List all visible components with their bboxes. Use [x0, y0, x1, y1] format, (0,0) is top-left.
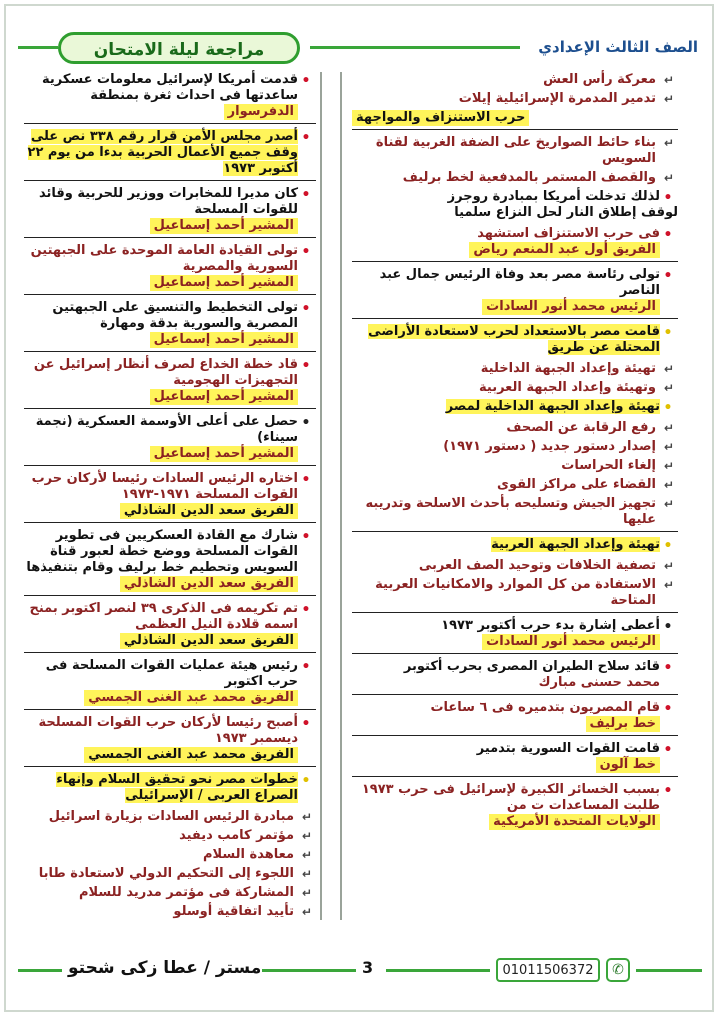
list-item: ↵ إلغاء الحراسات: [561, 458, 674, 473]
grade-label: الصف الثالث الإعدادي: [538, 38, 698, 56]
bullet-icon: •: [663, 325, 673, 341]
arrow-icon: ↵: [301, 829, 312, 843]
qa-item: • تولى القيادة العامة الموحدة على الجبهتين السورية والمصرية المشير أحمد إسماعيل: [24, 243, 316, 295]
arrow-icon: ↵: [663, 421, 674, 435]
arrow-icon: ↵: [663, 497, 674, 511]
qa-item: • قائد سلاح الطيران المصرى بحرب أكتوبر محمد حسنى مبارك: [352, 659, 678, 695]
list-item: ↵ اللجوء إلى التحكيم الدولي لاستعادة طابا: [38, 866, 312, 881]
list-item: ↵ وتهيئة وإعداد الجبهة العربية: [479, 380, 674, 395]
list-item: ↵ القضاء على مراكز القوى: [497, 477, 674, 492]
bullet-icon: •: [301, 773, 311, 789]
qa-item: • بسبب الخسائر الكبيرة لإسرائيل فى حرب ١٩٧٣ طلبت المساعدات ت من الولايات المتحدة الأمريكية: [352, 782, 678, 830]
list-item: ↵ تصفية الخلافات وتوحيد الصف العربى: [418, 558, 674, 573]
phone-number: 01011506372: [496, 958, 600, 982]
page-title: مراجعة ليلة الامتحان: [58, 32, 300, 64]
qa-item: • قاد خطة الخداع لصرف أنظار إسرائيل عن التجهيزات الهجومية المشير أحمد إسماعيل: [24, 357, 316, 409]
list-item: ↵ المشاركة فى مؤتمر مدريد للسلام: [79, 885, 312, 900]
bullet-icon: •: [663, 619, 673, 635]
header-divider: [310, 46, 520, 49]
arrow-icon: ↵: [663, 559, 674, 573]
bullet-icon: •: [663, 190, 673, 206]
qa-item: • حصل على أعلى الأوسمة العسكرية (نجمة سيناء) المشير أحمد إسماعيل: [24, 414, 316, 466]
footer-divider: [18, 969, 62, 972]
bullet-icon: •: [301, 73, 311, 89]
list-item: حرب الاستنزاف والمواجهة: [352, 110, 678, 130]
arrow-icon: ↵: [301, 886, 312, 900]
bullet-icon: •: [301, 529, 311, 545]
author-name: مستر / عطا زكى شحتو: [68, 958, 262, 978]
bullet-icon: •: [663, 538, 673, 554]
qa-item: • شارك مع القادة العسكريين فى تطوير القوات المسلحة ووضع خطة لعبور قناة السويس وتحطيم خط برليف وقام بتنفيذها الفريق سعد الدين الشاذلي: [24, 528, 316, 596]
arrow-icon: ↵: [663, 362, 674, 376]
list-item: ↵ إصدار دستور جديد ( دستور ١٩٧١): [443, 439, 674, 454]
bullet-icon: •: [301, 415, 311, 431]
qa-item: • تولى رئاسة مصر بعد وفاة الرئيس جمال عبد الناصر الرئيس محمد أنور السادات: [352, 267, 678, 319]
arrow-icon: ↵: [301, 810, 312, 824]
list-item: ↵ الاستفادة من كل الموارد والامكانيات العربية المتاحة: [352, 577, 678, 613]
bullet-icon: •: [301, 301, 311, 317]
qa-item: • أعطى إشارة بدء حرب أكتوبر ١٩٧٣ الرئيس محمد أنور السادات: [352, 618, 678, 654]
page-header: [18, 30, 704, 66]
bullet-icon: •: [663, 227, 673, 243]
page-number: 3: [362, 958, 374, 977]
qa-item: • تهيئة وإعداد الجبهة الداخلية لمصر: [352, 399, 678, 415]
bullet-icon: •: [301, 130, 311, 146]
left-column: [24, 72, 316, 923]
list-item: ↵ مؤتمر كامب ديفيد: [179, 828, 312, 843]
list-item: ↵ رفع الرقابة عن الصحف: [506, 420, 674, 435]
bullet-icon: •: [301, 716, 311, 732]
qa-item: • رئيس هيئة عمليات القوات المسلحة فى حرب اكتوبر الفريق محمد عبد الغنى الجمسي: [24, 658, 316, 710]
bullet-icon: •: [663, 783, 673, 799]
footer-divider: [262, 969, 356, 972]
arrow-icon: ↵: [663, 440, 674, 454]
qa-item: • تولى التخطيط والتنسيق على الجبهتين المصرية والسورية بدقة ومهارة المشير أحمد إسماعيل: [24, 300, 316, 352]
footer-divider: [386, 969, 490, 972]
list-item: ↵ معاهدة السلام: [203, 847, 312, 862]
arrow-icon: ↵: [301, 848, 312, 862]
arrow-icon: ↵: [663, 136, 674, 150]
bullet-icon: •: [301, 358, 311, 374]
qa-item: • لذلك تدخلت أمريكا بمبادرة روجرز لوقف إطلاق النار لحل النزاع سلميا: [447, 189, 678, 220]
qa-item: • قامت القوات السورية بتدمير خط آلون: [352, 741, 678, 777]
bullet-icon: •: [663, 268, 673, 284]
arrow-icon: ↵: [663, 92, 674, 106]
qa-item: • كان مديرا للمخابرات ووزير للحربية وقائد للقوات المسلحة المشير أحمد إسماعيل: [24, 186, 316, 238]
qa-item: • قدمت أمريكا لإسرائيل معلومات عسكرية ساعدتها فى احداث ثغرة بمنطقة الدفرسوار: [24, 72, 316, 124]
qa-item: • تم تكريمه فى الذكرى ٣٩ لنصر اكتوبر بمنح اسمه قلادة النيل العظمى الفريق سعد الدين الشاذلي: [24, 601, 316, 653]
list-item: ↵ تأييد اتفاقية أوسلو: [173, 904, 312, 919]
qa-item: • اختاره الرئيس السادات رئيسا لأركان حرب القوات المسلحة ١٩٧١-١٩٧٣ الفريق سعد الدين الشاذلي: [24, 471, 316, 523]
arrow-icon: ↵: [663, 578, 674, 592]
bullet-icon: •: [663, 701, 673, 717]
qa-item: • قامت مصر بالاستعداد لحرب لاستعادة الأراضى المحتلة عن طريق: [352, 324, 678, 356]
qa-item: • قام المصريون بتدميره فى ٦ ساعات خط برليف: [352, 700, 678, 736]
qa-item: • أصدر مجلس الأمن قرار رقم ٣٣٨ نص على وقف جميع الأعمال الحربية بدءا من يوم ٢٢ أكتوبر ١٩٧٣: [24, 129, 316, 181]
arrow-icon: ↵: [663, 73, 674, 87]
bullet-icon: •: [301, 187, 311, 203]
qa-item: • خطوات مصر نحو تحقيق السلام وإنهاء الصراع العربى / الإسرائيلى: [24, 772, 316, 804]
list-item: ↵ مبادرة الرئيس السادات بزيارة اسرائيل: [48, 809, 312, 824]
qa-item: • أصبح رئيسا لأركان حرب القوات المسلحة ديسمبر ١٩٧٣ الفريق محمد عبد الغنى الجمسي: [24, 715, 316, 767]
qa-item: • تهيئة وإعداد الجبهة العربية: [352, 537, 678, 553]
column-divider: [320, 72, 322, 920]
list-item: ↵ معركة رأس العش: [543, 72, 674, 87]
list-item: ↵ تهيئة وإعداد الجبهة الداخلية: [480, 361, 674, 376]
list-item: ↵ تدمير المدمرة الإسرائيلية إيلات: [458, 91, 674, 106]
arrow-icon: ↵: [301, 867, 312, 881]
arrow-icon: ↵: [663, 478, 674, 492]
phone-icon: ✆: [606, 958, 630, 982]
bullet-icon: •: [663, 660, 673, 676]
bullet-icon: •: [663, 400, 673, 416]
bullet-icon: •: [301, 472, 311, 488]
footer-divider: [636, 969, 702, 972]
bullet-icon: •: [301, 659, 311, 675]
right-column: [352, 72, 678, 835]
arrow-icon: ↵: [663, 459, 674, 473]
bullet-icon: •: [301, 244, 311, 260]
list-item: ↵ والقصف المستمر بالمدفعية لخط برليف: [402, 170, 674, 185]
qa-item: • فى حرب الاستنزاف استشهد الفريق أول عبد المنعم رياض: [352, 226, 678, 262]
arrow-icon: ↵: [663, 381, 674, 395]
arrow-icon: ↵: [663, 171, 674, 185]
bullet-icon: •: [301, 602, 311, 618]
list-item: ↵ تجهيز الجيش وتسليحه بأحدث الاسلحة وتدريبه عليها: [352, 496, 678, 532]
column-divider-2: [340, 72, 342, 920]
header-divider-left: [18, 46, 58, 49]
page-footer: [18, 956, 704, 986]
list-item: ↵ بناء حائط الصواريخ على الضفة الغربية لقناة السويس: [375, 135, 674, 166]
bullet-icon: •: [663, 742, 673, 758]
arrow-icon: ↵: [301, 905, 312, 919]
